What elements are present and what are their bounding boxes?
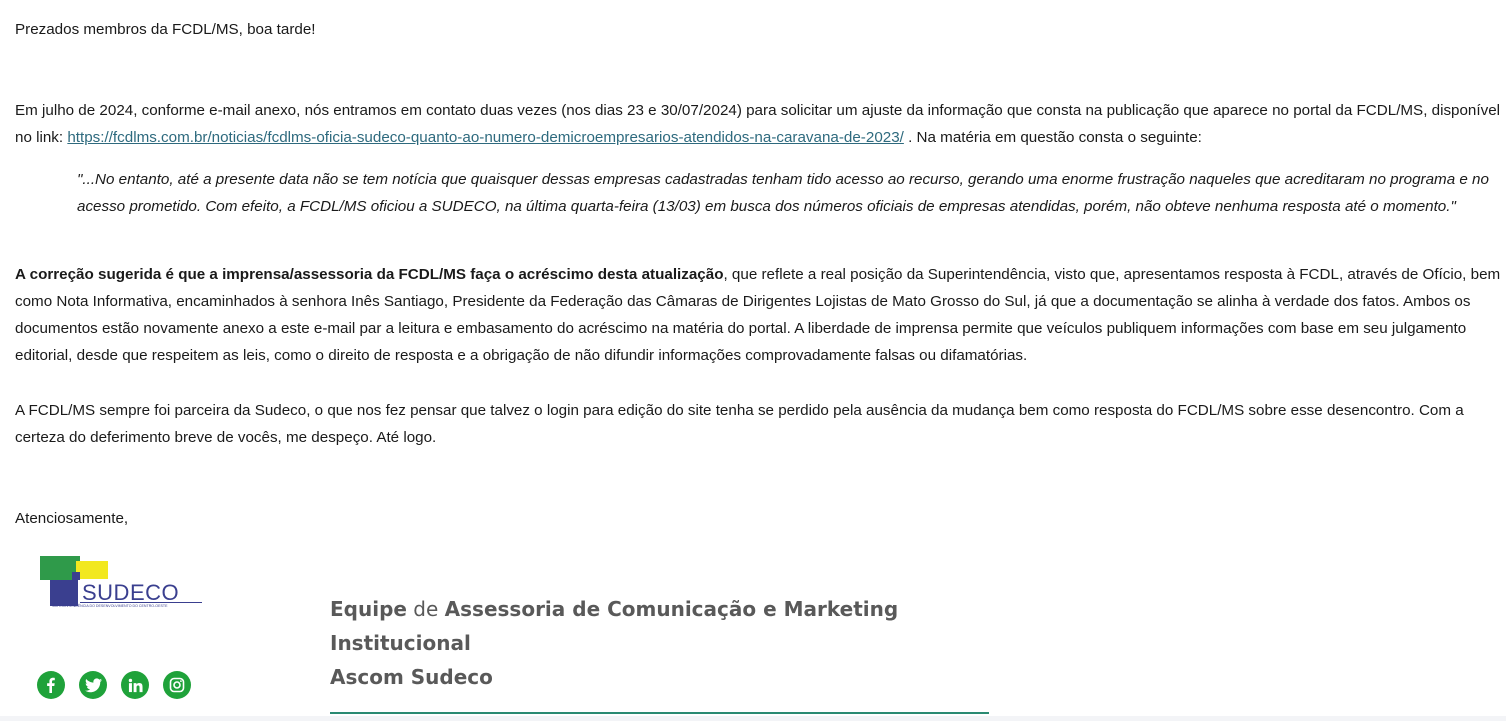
- social-links: [37, 671, 191, 699]
- paragraph-context-tail: . Na matéria em questão consta o seguinte:: [903, 129, 1202, 146]
- quoted-excerpt: "...No entanto, até a presente data não se tem notícia que quaisquer dessas empresas cadastradas tenham tido acesso ao recurso, gerando uma enorme frustração naqueles que acreditaram no programa e no acesso prometido. Com efeito, a FCDL/MS oficiou a SUDECO, na última quarta-feira (13/03) em busca dos números oficiais de empresas atendidas, porém, não obteve nenhuma resposta até o momento.": [77, 171, 1489, 215]
- logo-wordmark: SUDECO: [82, 580, 180, 605]
- linkedin-icon[interactable]: [121, 671, 149, 699]
- paragraph-correction: [15, 261, 1503, 369]
- signature-unit: Ascom Sudeco: [330, 665, 493, 689]
- correction-highlight: A correção sugerida é que a imprensa/assessoria da FCDL/MS faça o acréscimo desta atualização: [15, 266, 724, 283]
- signature-block: [330, 592, 898, 694]
- news-article-link[interactable]: https://fcdlms.com.br/noticias/fcdlms-oficia-sudeco-quanto-ao-numero-demicroempresarios-atendidos-na-caravana-de-2023/: [67, 129, 904, 146]
- signature-team-word: Equipe: [330, 597, 407, 621]
- paragraph-farewell: A FCDL/MS sempre foi parceira da Sudeco, o que nos fez pensar que talvez o login para edição do site tenha se perdido pela ausência da mudança bem como resposta do FCDL/MS sobre esse desencontro. Com a certeza do deferimento breve de vocês, me despeço. Até logo.: [15, 402, 1464, 446]
- signature-team-line: [330, 592, 898, 626]
- correction-text: , que reflete a real posição da Superintendência, visto que, apresentamos resposta à FCDL, através de Ofício, bem como Nota Informativa, encaminhados à senhora Inês Santiago, Presidente da Federação das Câmaras de Dirigentes Lojistas de Mato Grosso do Sul, já que a documentação se alinha à verdade dos fatos. Ambos os documentos estão novamente anexo a este e-mail par a leitura e embasamento do acréscimo na matéria do portal. A liberdade de imprensa permite que veículos publiquem informações com base em seu julgamento editorial, desde que respeitem as leis, como o direito de resposta e a obrigação de não difundir informações comprovadamente falsas ou difamatórias.: [15, 266, 1501, 364]
- signature-divider: [330, 712, 989, 714]
- closing-text: Atenciosamente,: [15, 510, 129, 527]
- signature-connector: de: [406, 597, 445, 621]
- sudeco-logo: [38, 556, 208, 610]
- signature-department: Assessoria de Comunicação e Marketing: [444, 597, 899, 621]
- paragraph-context: [15, 97, 1503, 151]
- signature-institutional: Institucional: [330, 631, 471, 655]
- greeting-text: Prezados membros da FCDL/MS, boa tarde!: [15, 21, 316, 38]
- paragraph-context-text: Em julho de 2024, conforme e-mail anexo, nós entramos em contato duas vezes (nos dias 23 e 30/07/2024) para solicitar um ajuste da informação que consta na publicação que aparece no portal da FCDL/MS, disponível no link:: [15, 102, 1501, 146]
- instagram-icon[interactable]: [163, 671, 191, 699]
- facebook-icon[interactable]: [37, 671, 65, 699]
- bottom-edge: [0, 716, 1506, 721]
- logo-subtitle: SUPERINTENDÊNCIA DO DESENVOLVIMENTO DO CENTRO-OESTE: [52, 604, 168, 608]
- twitter-icon[interactable]: [79, 671, 107, 699]
